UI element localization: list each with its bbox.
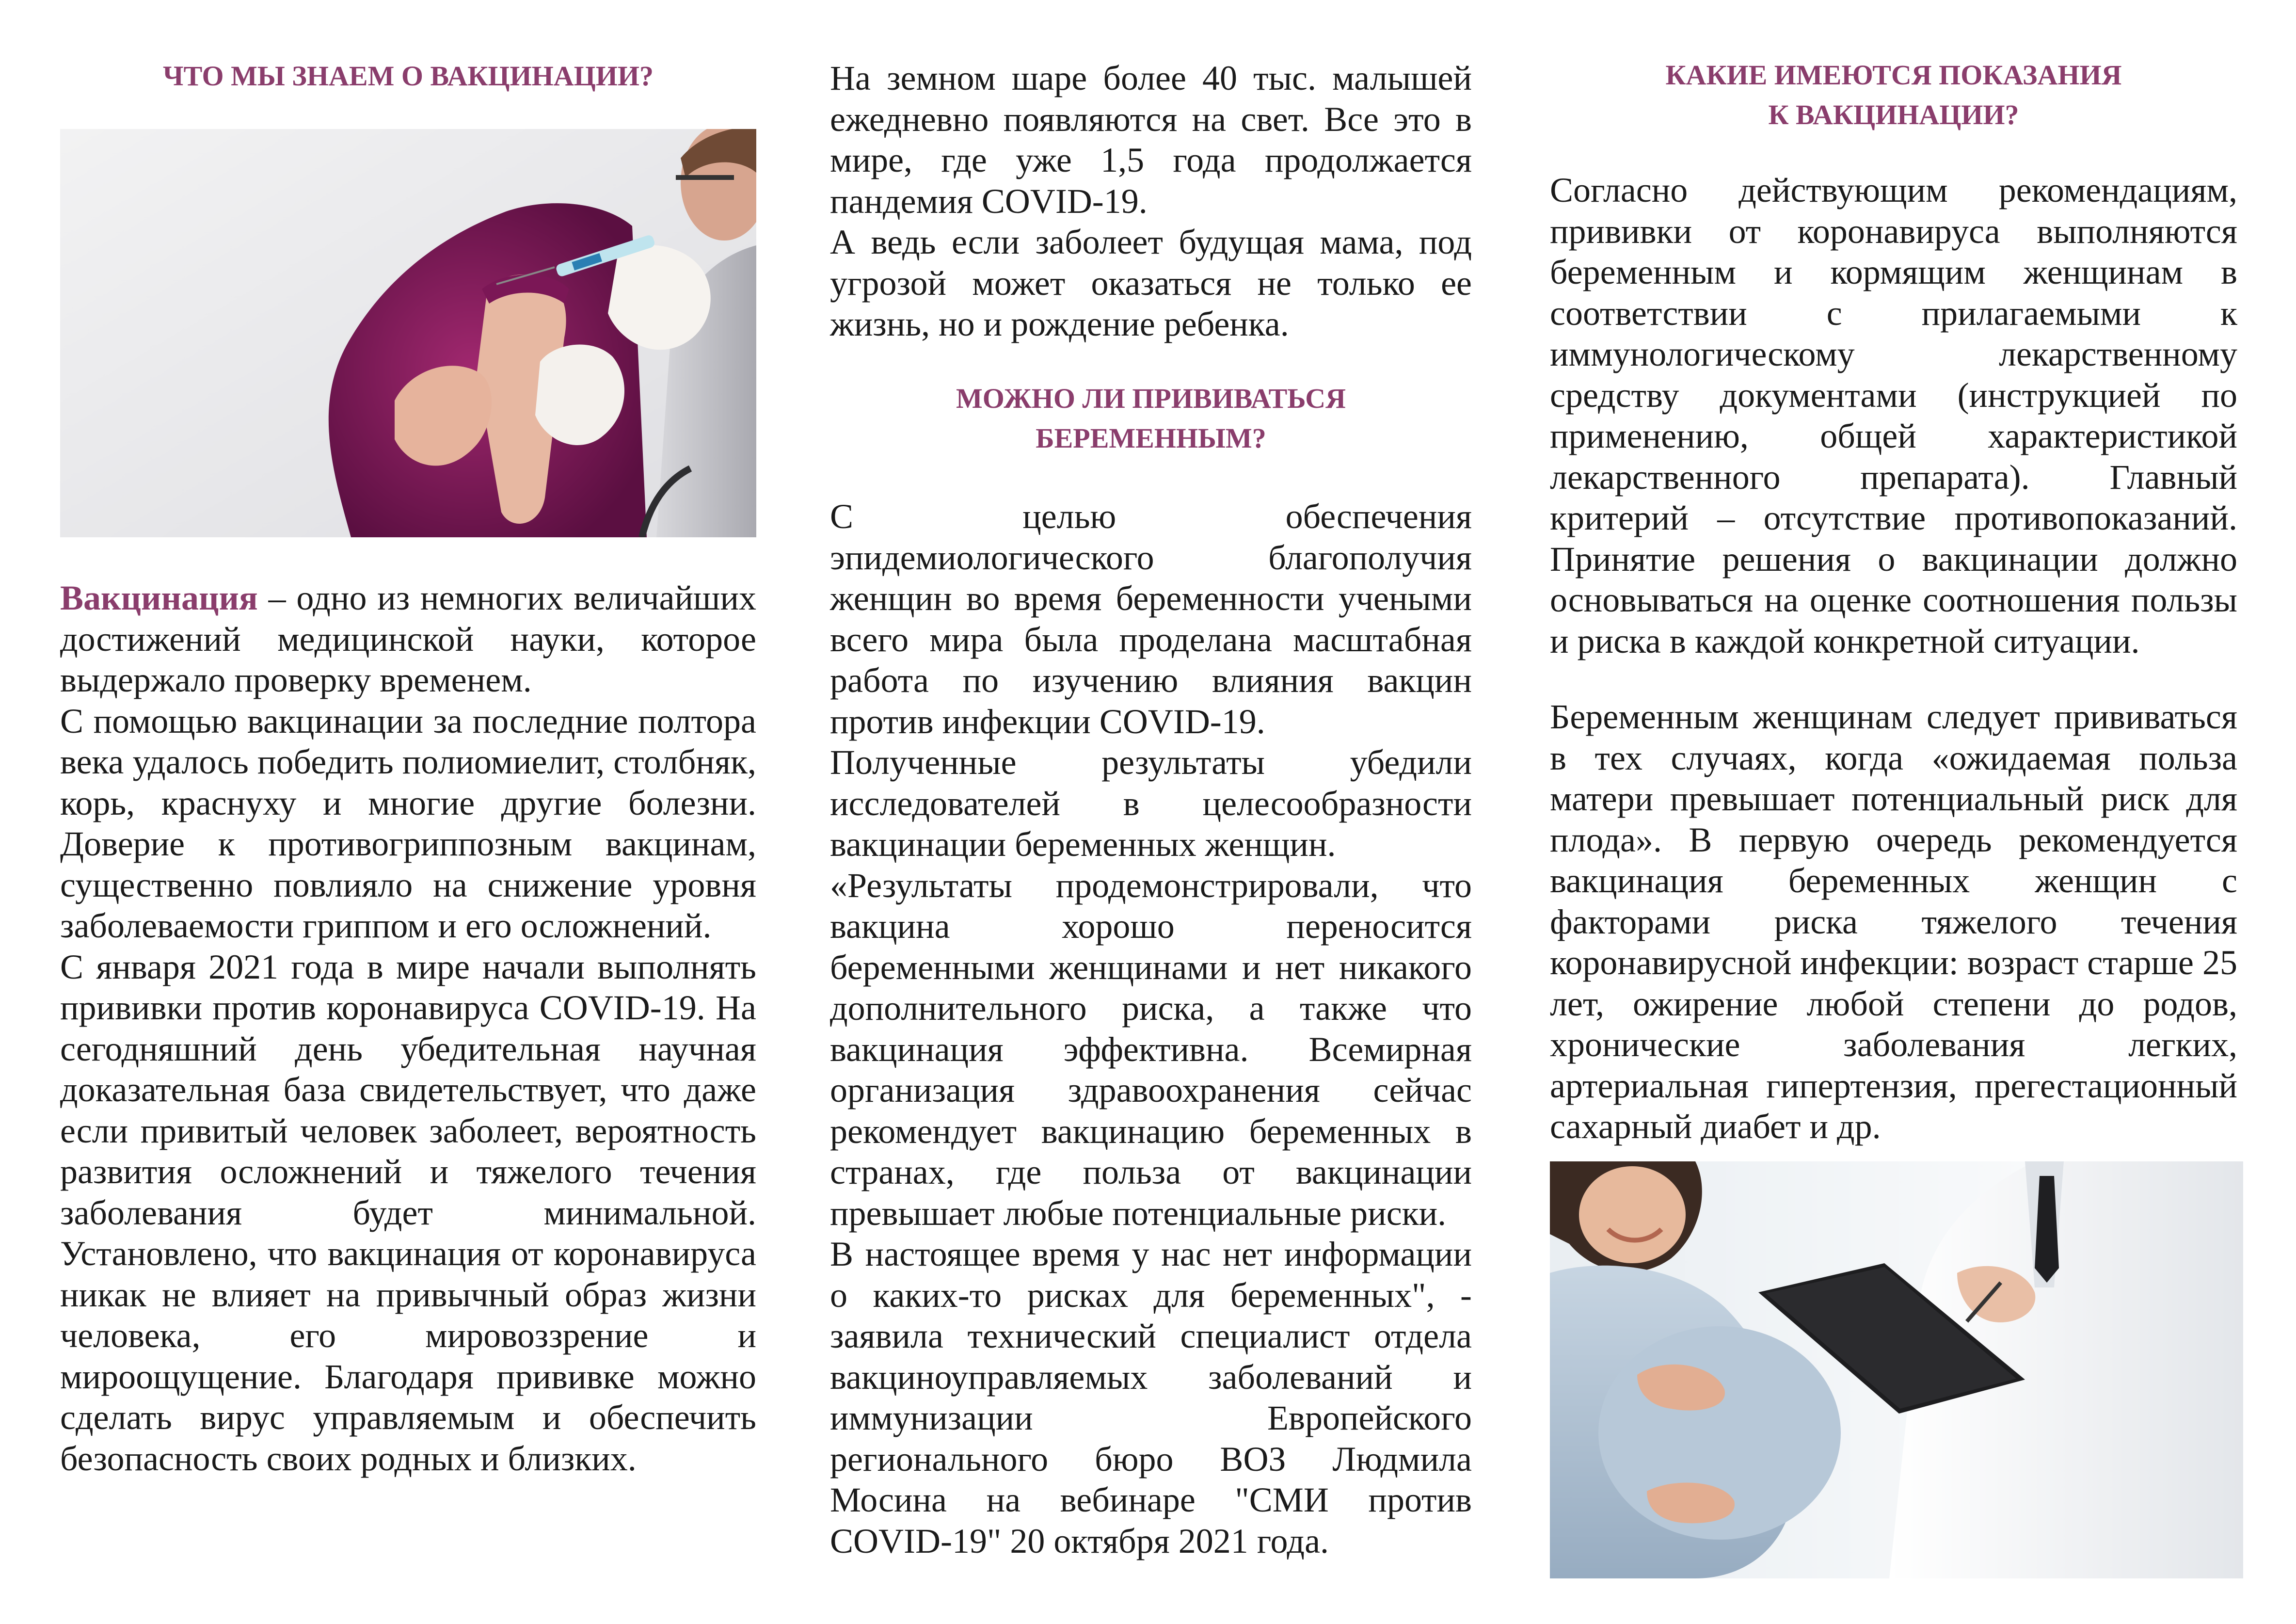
births-paragraph: На земном шаре более 40 тыс. малышей ежедневно появляются на свет. Все это в мире, где уже 1,5 года продолжается пандемия COVID-19. — [830, 59, 1472, 221]
col1-body — [60, 578, 756, 1479]
vaccination-history-paragraph: С помощью вакцинации за последние полтора века удалось победить полиомиелит, столбняк, корь, краснуху и многие другие болезни. Доверие к противогриппозным вакцинам, существенно повлияло на снижение уровня заболеваемости гриппом и его осложнений. — [60, 701, 756, 945]
vaccination-highlight: Вакцинация — [60, 579, 258, 617]
who-quote-paragraph: «Результаты продемонстрировали, что вакцина хорошо переносится беременными женщинами и нет никакого дополнительного риска, а также что вакцинация эффективна. Всемирная организация здравоохранения сейчас рекомендует вакцинацию беременных в странах, где польза от вакцинации превышает любые потенциальные риски. — [830, 866, 1472, 1233]
col3-body-1 — [1550, 170, 2237, 661]
future-mother-paragraph: А ведь если заболеет будущая мама, под угрозой может оказаться не только ее жизнь, но и рождение ребенка. — [830, 223, 1472, 343]
vaccination-intro-paragraph: Вакцинация – одно из немногих величайших достижений медицинской науки, которое выдержало проверку временем. — [60, 579, 756, 699]
recommendations-paragraph: Согласно действующим рекомендациям, прививки от коронавируса выполняются беременным и кормящим женщинам в соответствии с прилагаемыми к иммунологическому лекарственному средству документами (инструкцией по применению, общей характеристикой лекарственного препарата). Главный критерий – отсутствие противопоказаний. Принятие решения о вакцинации должно основываться на оценке соотношения пользы и риска в каждой конкретной ситуации. — [1550, 171, 2237, 660]
doctor-consultation-photo — [1550, 1161, 2243, 1578]
results-paragraph: Полученные результаты убедили исследователей в целесообразности вакцинации беременных женщин. — [830, 743, 1472, 864]
col2-body — [830, 496, 1472, 1561]
who-quote-end-paragraph: В настоящее время у нас нет информации о каких-то рисках для беременных", - заявила технический специалист отдела вакциноуправляемых заболеваний и иммунизации Европейского регионального бюро ВОЗ Людмила Мосина на вебинаре "СМИ против COVID-19" 20 октября 2021 года. — [830, 1235, 1472, 1560]
covid-vaccination-paragraph: С января 2021 года в мире начали выполнять прививки против коронавируса COVID-19. На сегодняшний день убедительная научная доказательная база свидетельствует, что даже если привитый человек заболеет, вероятность развития осложнений и тяжелого течения заболевания будет минимальной. Установлено, что вакцинация от коронавируса никак не влияет на привычный образ жизни человека, его мировоззрение и мироощущение. Благодаря прививке можно сделать вирус управляемым и обеспечить безопасность своих родных и близких. — [60, 947, 756, 1478]
col3-body-2 — [1550, 696, 2237, 1147]
risk-groups-paragraph: Беременным женщинам следует прививаться в тех случаях, когда «ожидаемая польза матери превышает потенциальный риск для плода». В первую очередь рекомендуется вакцинация беременных женщин с факторами риска тяжелого течения коронавирусной инфекции: возраст старше 25 лет, ожирение любой степени до родов, хронические заболевания легких, артериальная гипертензия, прегестационный сахарный диабет и др. — [1550, 697, 2237, 1146]
section-heading-what-we-know: ЧТО МЫ ЗНАЕМ О ВАКЦИНАЦИИ? — [163, 60, 654, 92]
col2-intro — [830, 58, 1472, 345]
section-heading-indications: КАКИЕ ИМЕЮТСЯ ПОКАЗАНИЯ К ВАКЦИНАЦИИ? — [1665, 59, 2122, 130]
research-paragraph: С целью обеспечения эпидемиологического благополучия женщин во время беременности учеными всего мира была проделана масштабная работа по изучению влияния вакцин против инфекции COVID-19. — [830, 497, 1472, 741]
vaccination-photo — [60, 129, 756, 537]
section-heading-can-pregnant-vaccinate: МОЖНО ЛИ ПРИВИВАТЬСЯ БЕРЕМЕННЫМ? — [956, 383, 1346, 454]
